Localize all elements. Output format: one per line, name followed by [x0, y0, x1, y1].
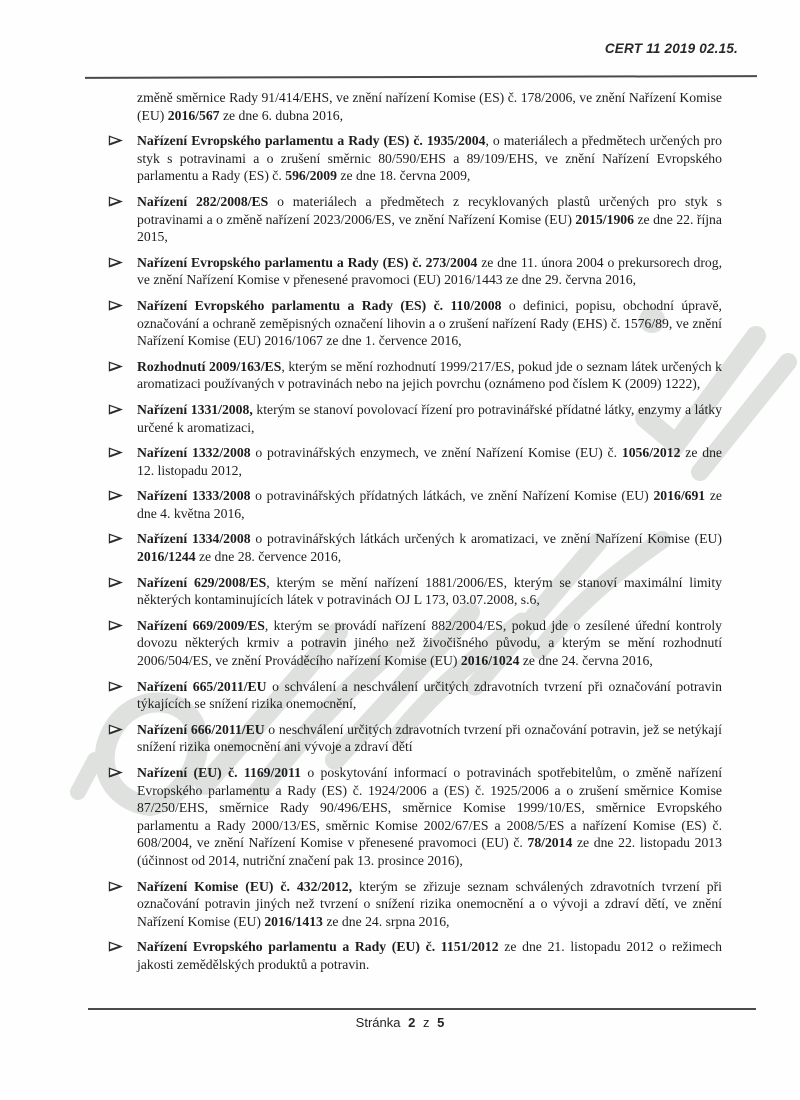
list-item [137, 193, 722, 246]
list-item-text: Nařízení Komise (EU) č. 432/2012, kterým se zřizuje seznam schválených zdravotních tvrzení při označování potravin jiných než tvrzení o snížení rizika onemocnění a o vývoji a zdraví dětí, ve znění Nařízení Komise (EU) 2016/1413 ze dne 24. srpna 2016, [137, 878, 722, 929]
list-item-text: Nařízení 629/2008/ES, kterým se mění nařízení 1881/2006/ES, kterým se stanoví maximální limity některých kontaminujících látek v potravinách OJ L 173, 03.07.2008, s.6, [137, 574, 722, 608]
arrow-bullet-icon [108, 532, 123, 545]
arrow-bullet-icon [108, 880, 123, 893]
list-item-text: Nařízení 282/2008/ES o materiálech a předmětech z recyklovaných plastů určených pro styk s potravinami a o změně nařízení 2023/2006/ES, ve znění Nařízení Komise (EU) 2015/1906 ze dne 22. října 2015, [137, 193, 722, 245]
list-item [137, 764, 722, 870]
list-item [137, 401, 722, 436]
list-item-text: Nařízení Evropského parlamentu a Rady (ES) č. 273/2004 ze dne 11. února 2004 o prekursorech drog, ve znění Nařízení Komise v přenesené pravomoci (EU) 2016/1443 ze dne 29. června 2016, [137, 254, 722, 288]
arrow-bullet-icon [108, 134, 123, 147]
list-item [137, 254, 722, 289]
arrow-bullet-icon [108, 195, 123, 208]
arrow-bullet-icon [108, 766, 123, 779]
list-item-text: Rozhodnutí 2009/163/ES, kterým se mění rozhodnutí 1999/217/ES, pokud jde o seznam látek určených k aromatizaci používaných v potravinách nebo na jejich povrchu (oznámeno pod číslem K (2009) 1222), [137, 358, 722, 392]
list-item [137, 574, 722, 609]
list-item [137, 938, 722, 973]
list-item-text: Nařízení 1333/2008 o potravinářských přídatných látkách, ve znění Nařízení Komise (EU) 2016/691 ze dne 4. května 2016, [137, 488, 722, 521]
list-item-text: Nařízení 665/2011/EU o schválení a neschválení určitých zdravotních tvrzení při označování potravin týkajících se snížení rizika onemocnění, [137, 678, 722, 712]
list-item-text: Nařízení 669/2009/ES, kterým se provádí nařízení 882/2004/ES, pokud jde o zesílené úřední kontroly dovozu některých krmiv a potravin jiného než živočišného původu, a kterým se mění rozhodnutí 2006/504/ES, ve znění Prováděcího nařízení Komise (EU) 2016/1024 ze dne 24. června 2016, [137, 617, 722, 669]
footer-rule [88, 1008, 756, 1010]
list-item [137, 132, 722, 185]
total-pages: 5 [437, 1015, 445, 1030]
list-item [137, 721, 722, 756]
list-item [137, 617, 722, 670]
intro-paragraph: změně směrnice Rady 91/414/EHS, ve znění nařízení Komise (ES) č. 178/2006, ve znění Nařízení Komise (EU) 2016/567 ze dne 6. dubna 2016, [137, 90, 722, 123]
list-item-text: Nařízení 666/2011/EU o neschválení určitých zdravotních tvrzení při označování potravin, jež se netýkají snížení rizika onemocnění ani vývoje a zdraví dětí [137, 721, 722, 755]
arrow-bullet-icon [108, 680, 123, 693]
arrow-bullet-icon [108, 619, 123, 632]
page-number: 2 [408, 1015, 416, 1030]
arrow-bullet-icon [108, 489, 123, 502]
list-item [137, 878, 722, 931]
arrow-bullet-icon [108, 403, 123, 416]
page-footer [0, 1015, 800, 1030]
list-item-text: Nařízení Evropského parlamentu a Rady (ES) č. 1935/2004, o materiálech a předmětech určených pro styk s potravinami a o zrušení směrnic 80/590/EHS a 89/109/EHS, ve znění Nařízení Evropského parlamentu a Rady (ES) č. 596/2009 ze dne 18. června 2009, [137, 133, 722, 184]
arrow-bullet-icon [108, 256, 123, 269]
list-item-text: Nařízení Evropského parlamentu a Rady (ES) č. 110/2008 o definici, popisu, obchodní úpravě, označování a ochraně zeměpisných označení lihovin a o zrušení nařízení Rady (EHS) č. 1576/89, ve znění Nařízení Komise (EU) 2016/1067 ze dne 1. července 2016, [137, 297, 722, 349]
page-body [137, 89, 722, 982]
arrow-bullet-icon [108, 299, 123, 312]
list-item-text: Nařízení 1334/2008 o potravinářských látkách určených k aromatizaci, ve znění Nařízení Komise (EU) 2016/1244 ze dne 28. července 2016, [137, 531, 722, 565]
list-item-text: Nařízení (EU) č. 1169/2011 o poskytování informací o potravinách spotřebitelům, o změně nařízení Evropského parlamentu a Rady (ES) č. 1924/2006 a (ES) č. 1925/2006 a o zrušení směrnice Komise 87/250/EHS, směrnice Rady 90/496/EHS, směrnice Komise 1999/10/ES, směrnice Evropského parlamentu a Rady 2000/13/ES, směrnic Komise 2002/67/ES a 2008/5/ES a nařízení Komise (ES) č. 608/2004, ve znění Nařízení Komise v přenesené pravomoci (EU) č. 78/2014 ze dne 22. listopadu 2013 (účinnost od 2014, nutriční značení pak 13. prosince 2016), [137, 765, 722, 868]
footer-of-word: z [422, 1015, 430, 1030]
list-item [137, 530, 722, 565]
list-item-text: Nařízení 1332/2008 o potravinářských enzymech, ve znění Nařízení Komise (EU) č. 1056/2012 ze dne 12. listopadu 2012, [137, 445, 722, 478]
list-item [137, 297, 722, 350]
regulation-list [137, 132, 722, 973]
arrow-bullet-icon [108, 723, 123, 736]
list-item-text: Nařízení 1331/2008, kterým se stanoví povolovací řízení pro potravinářské přídatné látky, enzymy a látky určené k aromatizaci, [137, 401, 722, 435]
document-code: CERT 11 2019 02.15. [604, 41, 738, 56]
list-item [137, 487, 722, 522]
list-item [137, 444, 722, 479]
list-item [137, 358, 722, 393]
arrow-bullet-icon [108, 940, 123, 953]
footer-prefix: Stránka [355, 1015, 401, 1030]
list-item [137, 678, 722, 713]
arrow-bullet-icon [108, 360, 123, 373]
arrow-bullet-icon [108, 446, 123, 459]
arrow-bullet-icon [108, 576, 123, 589]
list-item-text: Nařízení Evropského parlamentu a Rady (EU) č. 1151/2012 ze dne 21. listopadu 2012 o režimech jakosti zemědělských produktů a potravin. [137, 939, 722, 972]
